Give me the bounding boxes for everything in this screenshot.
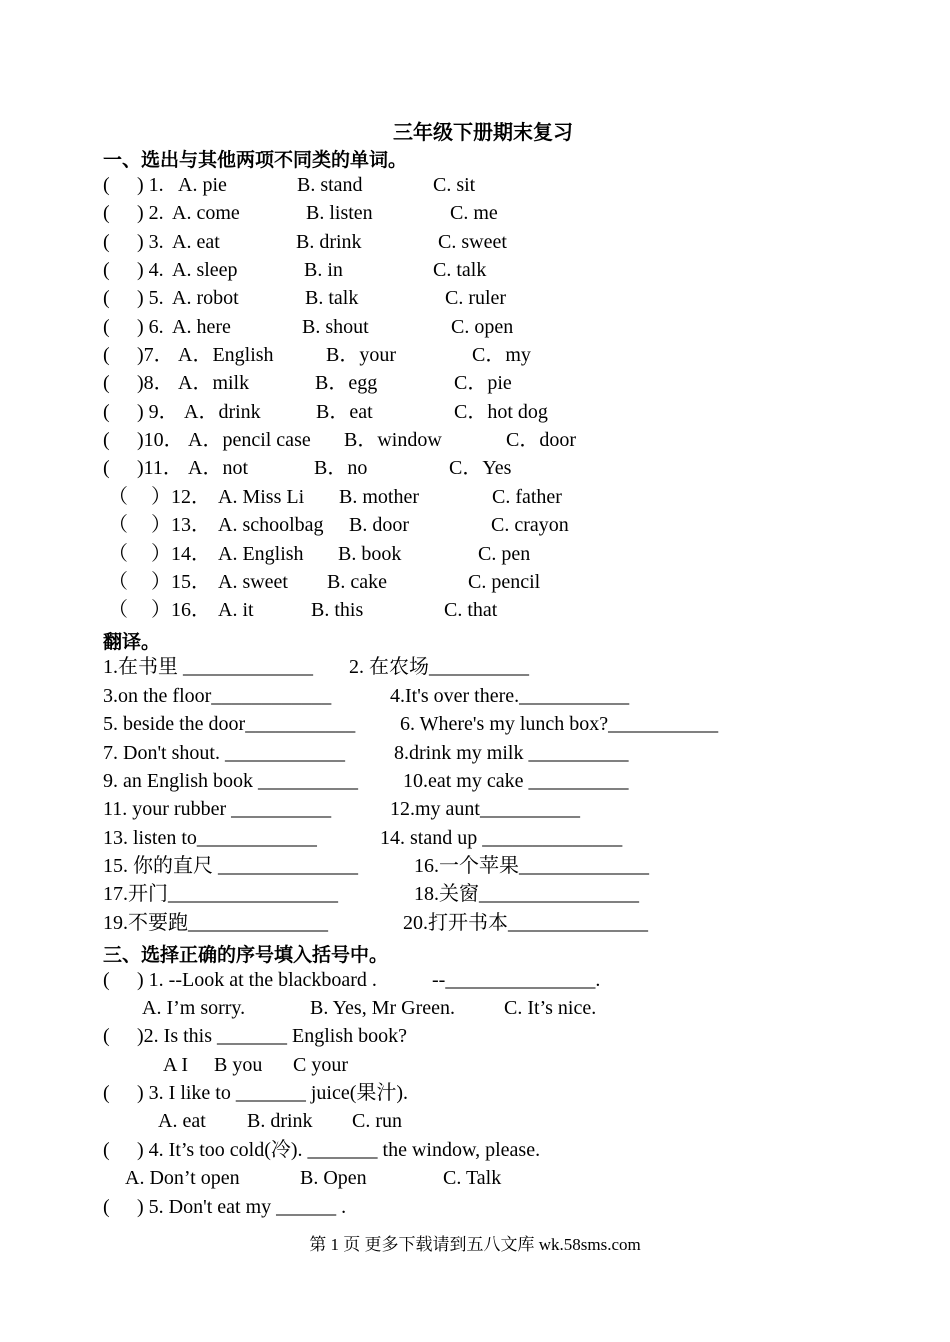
translation-item-left[interactable]: 17.开门_________________: [103, 883, 338, 905]
translation-item-left[interactable]: 19.不要跑______________: [103, 912, 328, 934]
option-b: B. door: [349, 514, 409, 536]
option-b: B．egg: [315, 372, 378, 394]
q2-text: )2. Is this _______ English book?: [137, 1025, 407, 1047]
q5-text: ) 5. Don't eat my ______ .: [137, 1196, 347, 1218]
option-b: B. this: [311, 599, 364, 621]
option-c: C．hot dog: [454, 401, 548, 423]
q1-bracket[interactable]: (: [103, 969, 110, 991]
option-c: C. pen: [478, 543, 531, 565]
question-number: ）15．: [151, 571, 211, 593]
translation-item-left[interactable]: 15. 你的直尺 ______________: [103, 855, 358, 877]
option-c: C. sit: [433, 174, 476, 196]
answer-bracket[interactable]: (: [103, 287, 110, 309]
answer-bracket[interactable]: （: [108, 514, 128, 536]
translation-item-right[interactable]: 14. stand up ______________: [380, 827, 623, 849]
question-number: ）13．: [151, 514, 211, 536]
option-a: A. robot: [172, 287, 239, 309]
answer-bracket[interactable]: (: [103, 372, 110, 394]
option-a: A. sweet: [218, 571, 288, 593]
option-c: C. talk: [433, 259, 487, 281]
translation-item-right[interactable]: 4.It's over there.___________: [390, 685, 630, 707]
option-a: A. here: [172, 316, 231, 338]
q4-text: ) 4. It’s too cold(冷). _______ the window, please.: [137, 1139, 541, 1161]
answer-bracket[interactable]: (: [103, 429, 110, 451]
option-b: B. book: [338, 543, 402, 565]
option-b: B. cake: [327, 571, 387, 593]
option-b: B. mother: [339, 486, 419, 508]
answer-bracket[interactable]: (: [103, 316, 110, 338]
answer-bracket[interactable]: (: [103, 401, 110, 423]
option-a: A. Miss Li: [218, 486, 305, 508]
option-a: A．drink: [184, 401, 261, 423]
translation-item-left[interactable]: 13. listen to____________: [103, 827, 317, 849]
q2-option-b: B you: [214, 1054, 263, 1076]
page-title: 三年级下册期末复习: [393, 120, 573, 144]
option-b: B．no: [314, 457, 368, 479]
answer-bracket[interactable]: （: [108, 543, 128, 565]
option-c: C. that: [444, 599, 498, 621]
option-a: A．English: [178, 344, 274, 366]
option-c: C. father: [492, 486, 562, 508]
answer-bracket[interactable]: （: [108, 571, 128, 593]
option-a: A．pencil case: [188, 429, 311, 451]
translation-item-right[interactable]: 2. 在农场__________: [349, 656, 529, 678]
section3-heading: 三、选择正确的序号填入括号中。: [103, 944, 389, 966]
option-a: A. schoolbag: [218, 514, 324, 536]
question-number: ) 1.: [137, 174, 164, 196]
question-number: ) 3.: [137, 231, 164, 253]
question-number: ）14．: [151, 543, 211, 565]
option-a: A. English: [218, 543, 304, 565]
option-b: B. stand: [297, 174, 363, 196]
question-number: )8．: [137, 372, 174, 394]
translation-item-left[interactable]: 5. beside the door___________: [103, 713, 356, 735]
option-a: A. it: [218, 599, 254, 621]
translation-item-left[interactable]: 9. an English book __________: [103, 770, 358, 792]
option-b: B．window: [344, 429, 442, 451]
translation-item-right[interactable]: 10.eat my cake __________: [403, 770, 629, 792]
answer-bracket[interactable]: (: [103, 457, 110, 479]
q1-option-a: A. I’m sorry.: [142, 997, 246, 1019]
answer-bracket[interactable]: (: [103, 259, 110, 281]
option-a: A．milk: [178, 372, 250, 394]
option-a: A．not: [188, 457, 248, 479]
q4-bracket[interactable]: (: [103, 1139, 110, 1161]
translation-item-right[interactable]: 12.my aunt__________: [390, 798, 580, 820]
option-a: A. sleep: [172, 259, 238, 281]
answer-bracket[interactable]: (: [103, 202, 110, 224]
section1-heading: 一、选出与其他两项不同类的单词。: [103, 149, 408, 171]
translation-item-right[interactable]: 16.一个苹果_____________: [414, 855, 649, 877]
option-a: A. pie: [178, 174, 227, 196]
answer-bracket[interactable]: (: [103, 174, 110, 196]
option-b: B. drink: [296, 231, 362, 253]
option-c: C. open: [451, 316, 514, 338]
q4-option-b: B. Open: [300, 1167, 367, 1189]
q3-option-c: C. run: [352, 1110, 402, 1132]
q3-option-a: A. eat: [158, 1110, 206, 1132]
option-b: B．your: [326, 344, 396, 366]
q2-bracket[interactable]: (: [103, 1025, 110, 1047]
option-a: A. eat: [172, 231, 220, 253]
q5-bracket[interactable]: (: [103, 1196, 110, 1218]
option-c: C．door: [506, 429, 576, 451]
option-c: C．pie: [454, 372, 512, 394]
option-c: C. pencil: [468, 571, 541, 593]
question-number: ) 2.: [137, 202, 164, 224]
question-number: ）16．: [151, 599, 211, 621]
translation-item-left[interactable]: 7. Don't shout. ____________: [103, 742, 345, 764]
option-b: B．eat: [316, 401, 373, 423]
section2-heading: 翻译。: [103, 631, 161, 653]
q1-text: ) 1. --Look at the blackboard .: [137, 969, 377, 991]
question-number: ) 5.: [137, 287, 164, 309]
option-c: C. me: [450, 202, 498, 224]
q3-bracket[interactable]: (: [103, 1082, 110, 1104]
answer-bracket[interactable]: (: [103, 231, 110, 253]
answer-bracket[interactable]: （: [108, 599, 128, 621]
question-number: ) 9．: [137, 401, 179, 423]
translation-item-right[interactable]: 8.drink my milk __________: [394, 742, 629, 764]
q2-option-c: C your: [293, 1054, 348, 1076]
question-number: ) 4.: [137, 259, 164, 281]
question-number: ）12．: [151, 486, 211, 508]
answer-bracket[interactable]: (: [103, 344, 110, 366]
q1-answer: --_______________.: [432, 969, 601, 991]
option-a: A. come: [172, 202, 240, 224]
q4-option-c: C. Talk: [443, 1167, 502, 1189]
question-number: )10．: [137, 429, 184, 451]
translation-item-right[interactable]: 20.打开书本______________: [403, 912, 648, 934]
option-b: B. talk: [305, 287, 359, 309]
option-b: B. shout: [302, 316, 369, 338]
q1-option-b: B. Yes, Mr Green.: [310, 997, 455, 1019]
q2-option-a: A I: [163, 1054, 188, 1076]
question-number: ) 6.: [137, 316, 164, 338]
q4-option-a: A. Don’t open: [125, 1167, 240, 1189]
question-number: )7．: [137, 344, 174, 366]
q3-option-b: B. drink: [247, 1110, 313, 1132]
translation-item-left[interactable]: 3.on the floor____________: [103, 685, 332, 707]
option-c: C．Yes: [449, 457, 512, 479]
option-b: B. in: [304, 259, 343, 281]
page-footer: 第 1 页 更多下载请到五八文库 wk.58sms.com: [309, 1235, 641, 1254]
translation-item-left[interactable]: 11. your rubber __________: [103, 798, 332, 820]
option-c: C．my: [472, 344, 531, 366]
question-number: )11．: [137, 457, 183, 479]
option-c: C. sweet: [438, 231, 507, 253]
answer-bracket[interactable]: （: [108, 486, 128, 508]
option-c: C. crayon: [491, 514, 569, 536]
translation-item-right[interactable]: 6. Where's my lunch box?___________: [400, 713, 719, 735]
q3-text: ) 3. I like to _______ juice(果汁).: [137, 1082, 409, 1104]
translation-item-right[interactable]: 18.关窗________________: [414, 883, 639, 905]
option-c: C. ruler: [445, 287, 507, 309]
option-b: B. listen: [306, 202, 373, 224]
q1-option-c: C. It’s nice.: [504, 997, 597, 1019]
translation-item-left[interactable]: 1.在书里 _____________: [103, 656, 313, 678]
